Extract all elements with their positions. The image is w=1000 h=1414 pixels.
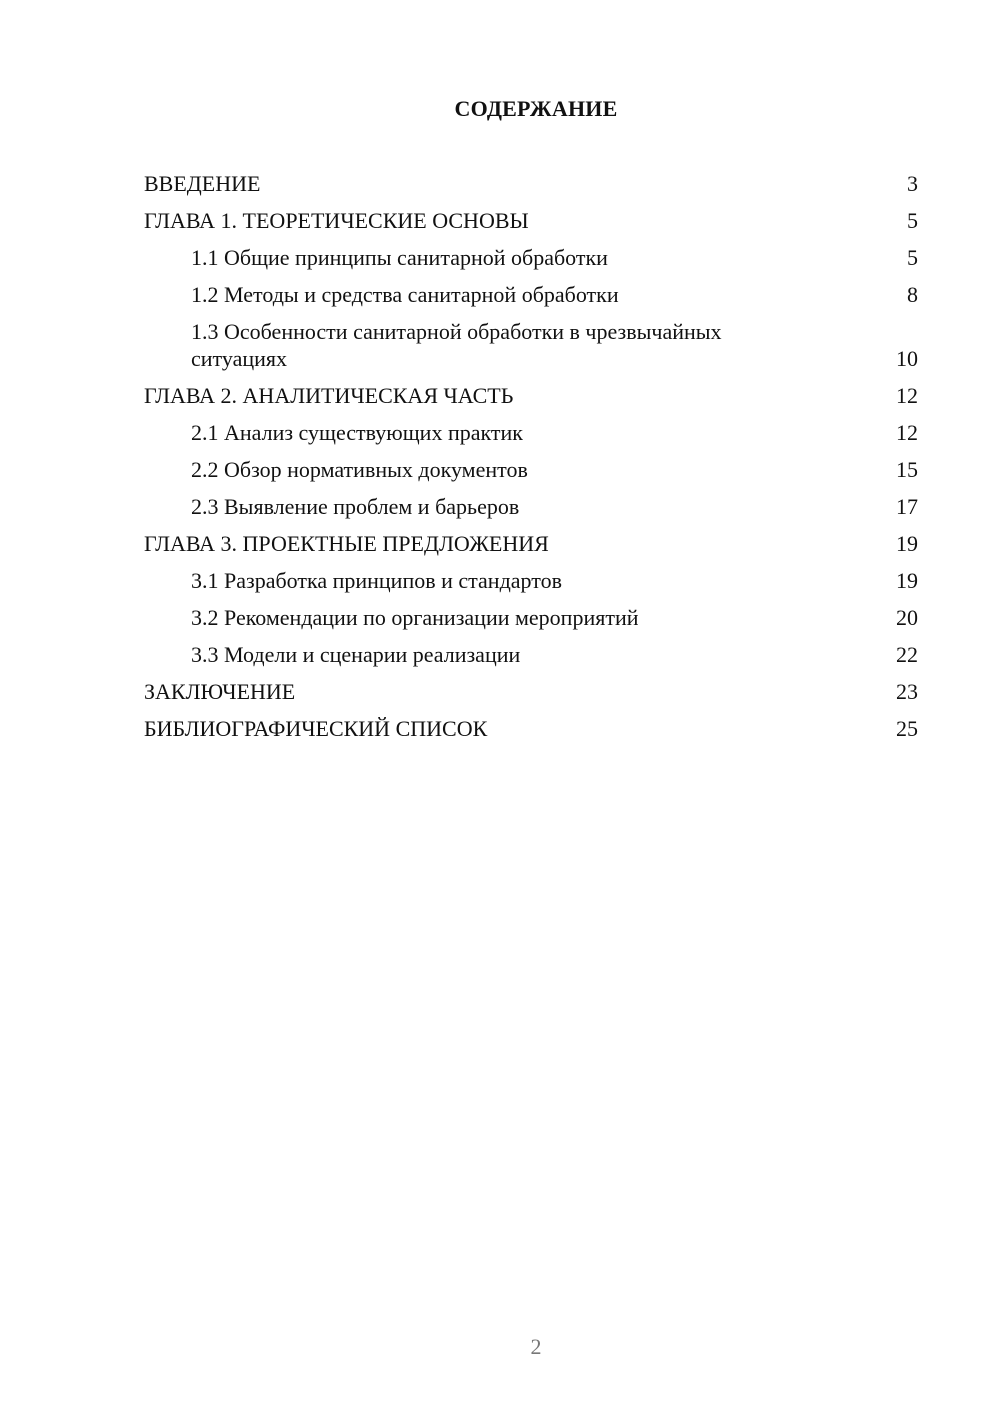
toc-entry-page: 25 bbox=[896, 716, 918, 741]
toc-entry-chapter-1 bbox=[144, 207, 918, 234]
toc-entry-page: 15 bbox=[896, 457, 918, 482]
toc-entry-section-3-1 bbox=[144, 567, 918, 594]
toc-entry-label: ЗАКЛЮЧЕНИЕ bbox=[144, 679, 296, 704]
toc-entry-section-2-2 bbox=[144, 456, 918, 483]
toc-entry-page: 10 bbox=[896, 346, 918, 371]
toc-entry-label: ГЛАВА 3. ПРОЕКТНЫЕ ПРЕДЛОЖЕНИЯ bbox=[144, 531, 549, 556]
toc-entry-label: 2.3 Выявление проблем и барьеров bbox=[191, 494, 520, 519]
toc-entry-page: 12 bbox=[896, 420, 918, 445]
toc-entry-label: 1.1 Общие принципы санитарной обработки bbox=[191, 245, 608, 270]
table-of-contents bbox=[144, 170, 918, 752]
toc-entry-chapter-3 bbox=[144, 530, 918, 557]
toc-entry-section-2-3 bbox=[144, 493, 918, 520]
toc-entry-page: 8 bbox=[907, 282, 918, 307]
toc-entry-page: 19 bbox=[896, 531, 918, 556]
page-number: 2 bbox=[530, 1334, 542, 1359]
toc-entry-section-1-1 bbox=[144, 244, 918, 271]
toc-entry-label: 2.2 Обзор нормативных документов bbox=[191, 457, 528, 482]
toc-entry-page: 20 bbox=[896, 605, 918, 630]
toc-entry-page: 22 bbox=[896, 642, 918, 667]
toc-entry-label: 1.3 Особенности санитарной обработки в чрезвычайных ситуациях bbox=[191, 319, 722, 371]
toc-entry-label: 3.1 Разработка принципов и стандартов bbox=[191, 568, 562, 593]
toc-entry-section-2-1 bbox=[144, 419, 918, 446]
toc-entry-label: 1.2 Методы и средства санитарной обработки bbox=[191, 282, 619, 307]
toc-entry-bibliography bbox=[144, 715, 918, 742]
toc-entry-page: 5 bbox=[907, 208, 918, 233]
toc-entry-label: ГЛАВА 2. АНАЛИТИЧЕСКАЯ ЧАСТЬ bbox=[144, 383, 514, 408]
toc-entry-chapter-2 bbox=[144, 382, 918, 409]
toc-entry-section-3-3 bbox=[144, 641, 918, 668]
toc-entry-section-3-2 bbox=[144, 604, 918, 631]
toc-entry-page: 19 bbox=[896, 568, 918, 593]
toc-entry-page: 12 bbox=[896, 383, 918, 408]
toc-entry-label: 3.3 Модели и сценарии реализации bbox=[191, 642, 521, 667]
toc-entry-section-1-3 bbox=[144, 318, 918, 372]
toc-entry-page: 17 bbox=[896, 494, 918, 519]
toc-entry-page: 3 bbox=[907, 171, 918, 196]
toc-entry-label: ВВЕДЕНИЕ bbox=[144, 171, 261, 196]
toc-entry-section-1-2 bbox=[144, 281, 918, 308]
page-title: СОДЕРЖАНИЕ bbox=[454, 96, 618, 121]
toc-entry-page: 5 bbox=[907, 245, 918, 270]
toc-entry-label: ГЛАВА 1. ТЕОРЕТИЧЕСКИЕ ОСНОВЫ bbox=[144, 208, 529, 233]
toc-entry-introduction bbox=[144, 170, 918, 197]
toc-entry-label: БИБЛИОГРАФИЧЕСКИЙ СПИСОК bbox=[144, 716, 488, 741]
toc-entry-page: 23 bbox=[896, 679, 918, 704]
toc-entry-label: 2.1 Анализ существующих практик bbox=[191, 420, 523, 445]
toc-entry-conclusion bbox=[144, 678, 918, 705]
toc-entry-label: 3.2 Рекомендации по организации мероприятий bbox=[191, 605, 639, 630]
